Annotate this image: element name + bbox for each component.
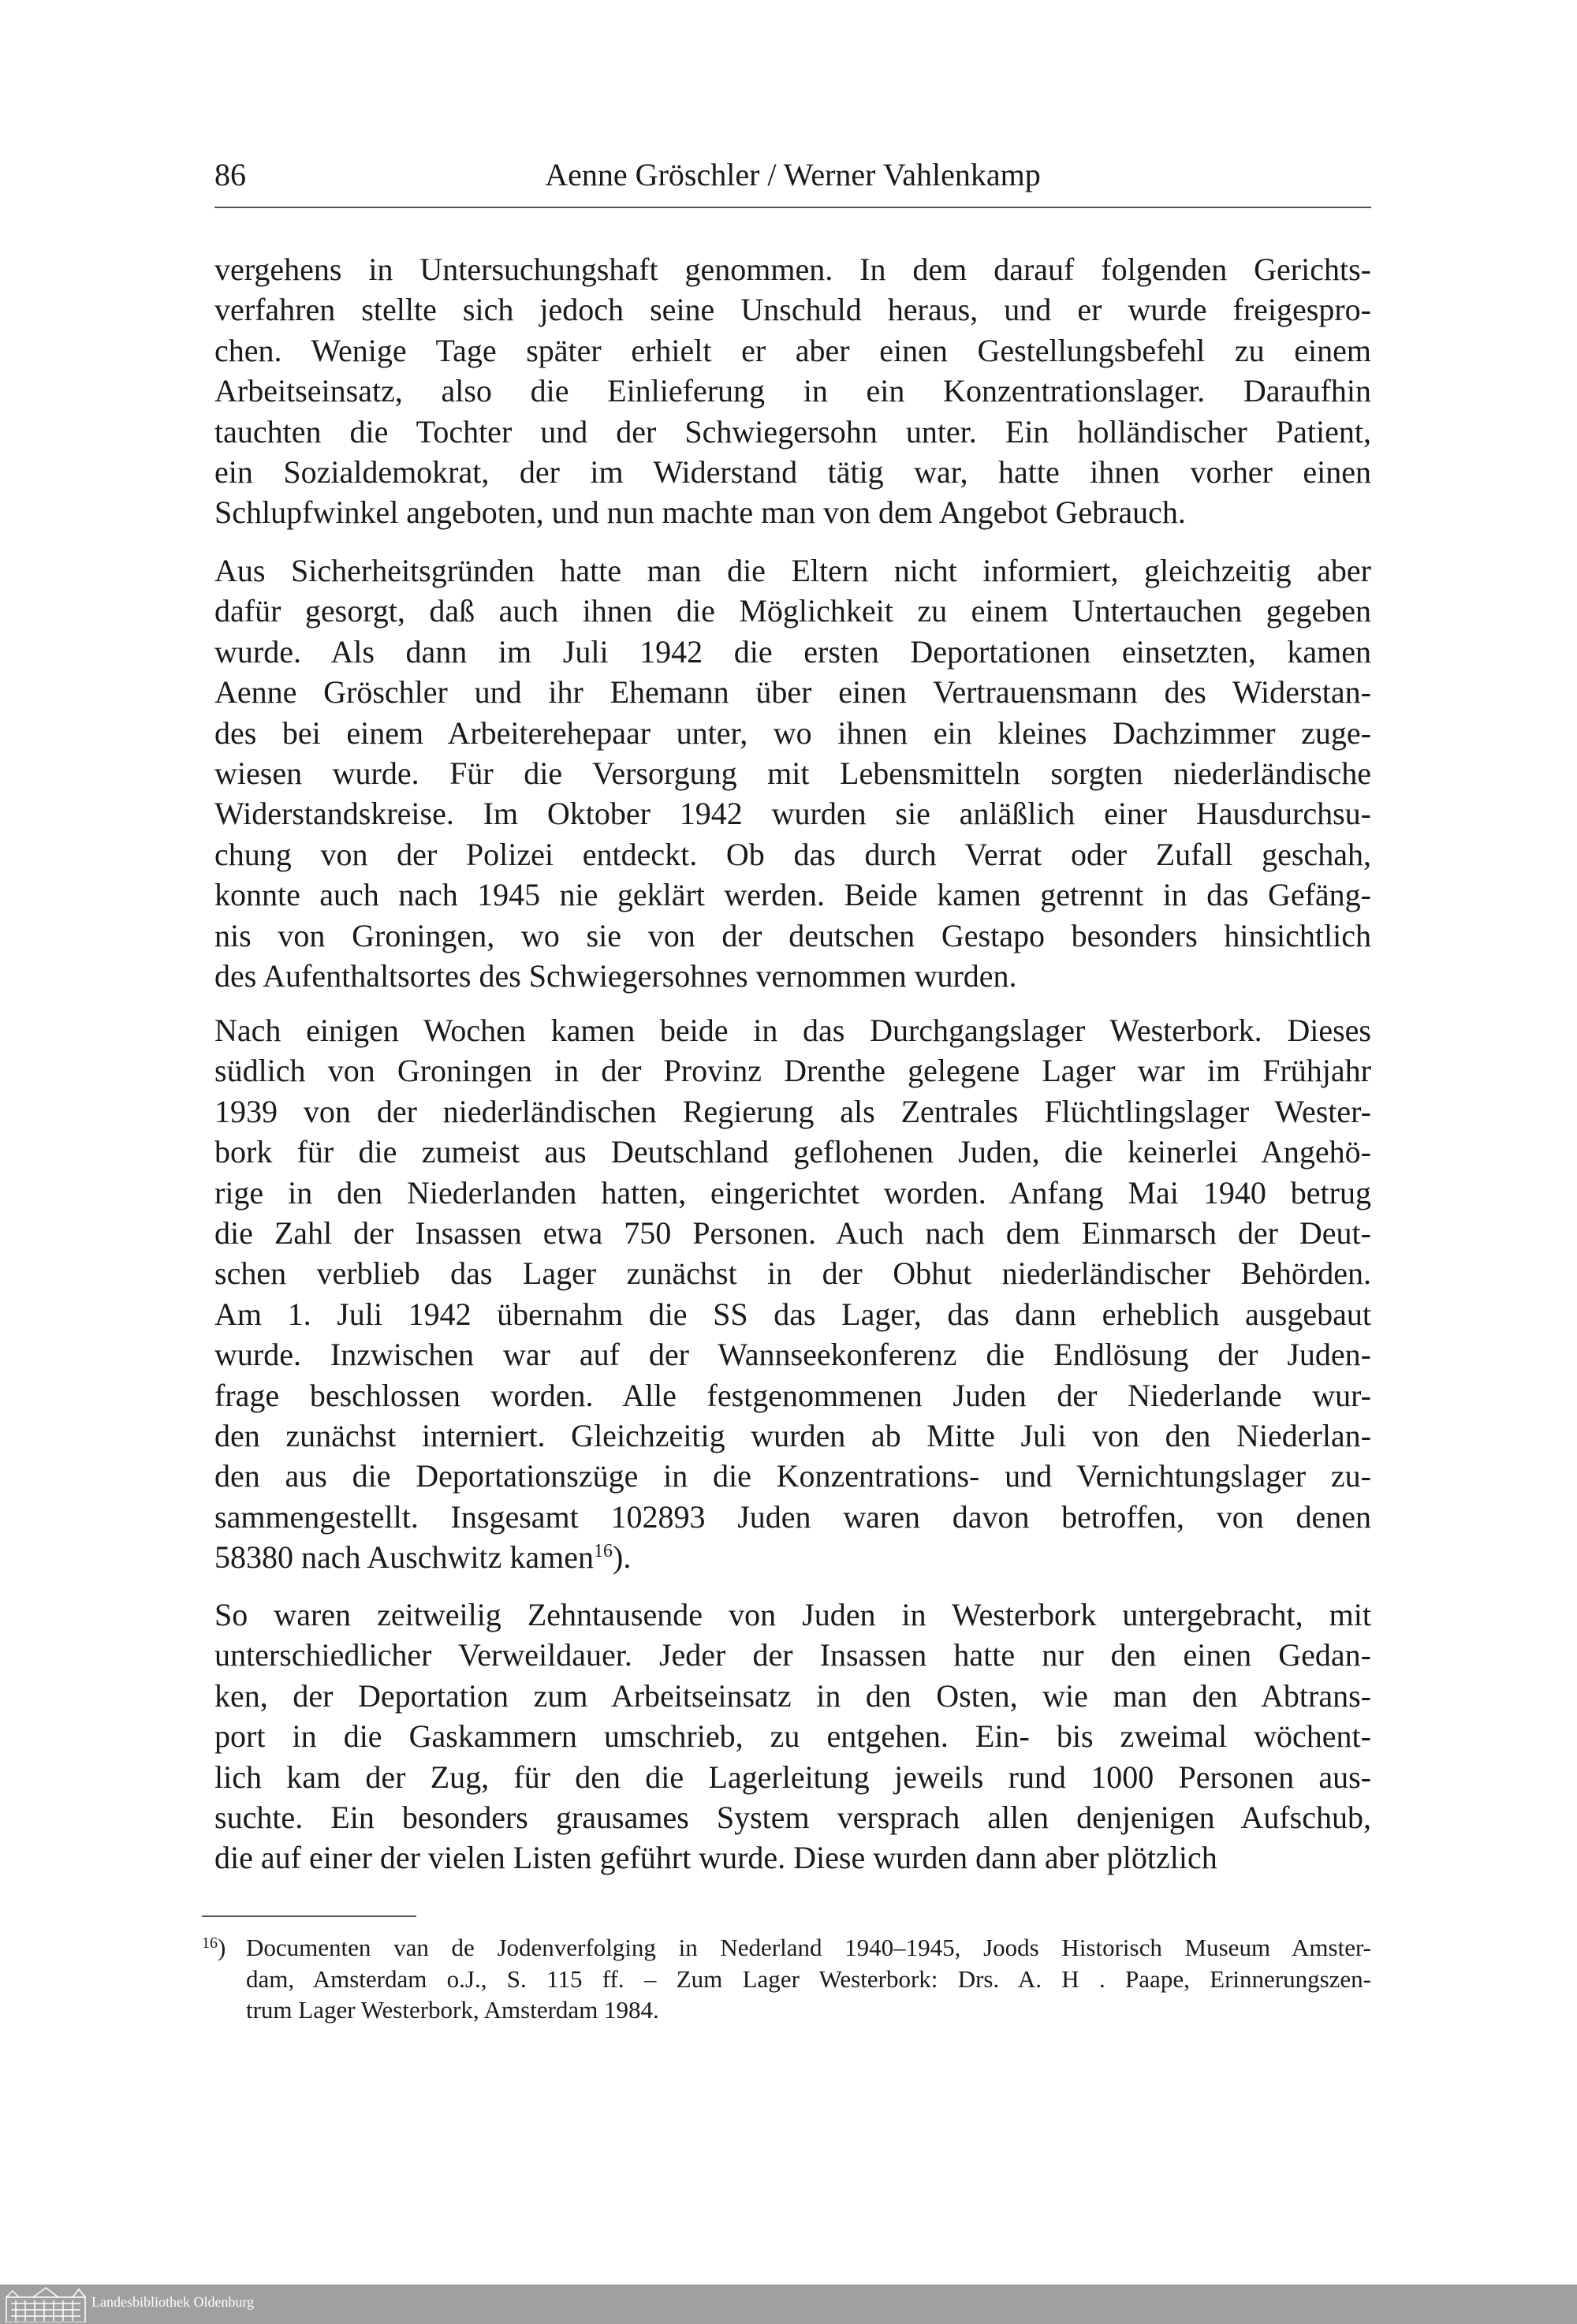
header-rule	[214, 207, 1371, 208]
text-line: südlich von Groningen in der Provinz Drenthe gelegene Lager war im Frühjahr	[214, 1053, 1371, 1089]
text-line: dafür gesorgt, daß auch ihnen die Möglichkeit zu einem Untertauchen gegeben	[214, 593, 1371, 629]
text-line	[214, 1537, 1371, 1577]
footnote-text	[246, 1932, 1371, 2026]
footnote-line: dam, Amsterdam o.J., S. 115 ff. – Zum Lager Westerbork: Drs. A. H . Paape, Erinnerungszen-	[246, 1964, 1371, 1993]
text-line: So waren zeitweilig Zehntausende von Juden in Westerbork untergebracht, mit	[214, 1597, 1371, 1632]
footnote-marker: $^{16}$)	[202, 1934, 226, 1961]
text-line: des bei einem Arbeiterehepaar unter, wo ihnen ein kleines Dachzimmer zuge-	[214, 714, 1371, 751]
footnote-rule	[202, 1916, 416, 1917]
text-line: die auf einer der vielen Listen geführt wurde. Diese wurden dann aber plötzlich	[214, 1840, 1217, 1876]
text-line: Arbeitseinsatz, also die Einlieferung in ein Konzentrationslager. Daraufhin	[214, 373, 1371, 409]
text-line: schen verblieb das Lager zunächst in der Obhut niederländischer Behörden.	[214, 1255, 1371, 1292]
text-line: Schlupfwinkel angeboten, und nun machte man von dem Angebot Gebrauch.	[214, 494, 1186, 531]
text-line: ken, der Deportation zum Arbeitseinsatz in den Osten, wie man den Abtrans-	[214, 1677, 1371, 1714]
text-line: tauchten die Tochter und der Schwiegersohn unter. Ein holländischer Patient,	[214, 413, 1371, 450]
library-footer-bar	[0, 2285, 1577, 2324]
page-number: 86	[214, 157, 246, 192]
text-line: Widerstandskreise. Im Oktober 1942 wurden sie anläßlich einer Hausdurchsu-	[214, 796, 1371, 832]
text-line: lich kam der Zug, für den die Lagerleitung jeweils rund 1000 Personen aus-	[214, 1759, 1371, 1795]
running-title: Aenne Gröschler / Werner Vahlenkamp	[545, 157, 1041, 192]
text-line: ein Sozialdemokrat, der im Widerstand tätig war, hatte ihnen vorher einen	[214, 453, 1371, 490]
text-line: Nach einigen Wochen kamen beide in das Durchgangslager Westerbork. Dieses	[214, 1013, 1371, 1048]
text-line: verfahren stellte sich jedoch seine Unschuld heraus, und er wurde freigespro-	[214, 292, 1371, 328]
text-line: wiesen wurde. Für die Versorgung mit Lebensmitteln sorgten niederländische	[214, 755, 1371, 791]
paragraph	[214, 1595, 1371, 1878]
text-line: die Zahl der Insassen etwa 750 Personen. Auch nach dem Einmarsch der Deut-	[214, 1214, 1371, 1251]
text-line: chen. Wenige Tage später erhielt er aber einen Gestellungsbefehl zu einem	[214, 332, 1371, 368]
library-building-logo	[5, 2286, 87, 2322]
text-line: 1939 von der niederländischen Regierung als Zentrales Flüchtlingslager Wester-	[214, 1093, 1371, 1129]
text-line: des Aufenthaltsortes des Schwiegersohnes vernommen wurden.	[214, 957, 1017, 994]
text-line: wurde. Inzwischen war auf der Wannseekonferenz die Endlösung der Juden-	[214, 1337, 1371, 1373]
text-line: unterschiedlicher Verweildauer. Jeder der Insassen hatte nur den einen Gedan-	[214, 1637, 1371, 1673]
text-line: konnte auch nach 1945 nie geklärt werden. Beide kamen getrennt in das Gefäng-	[214, 877, 1371, 913]
paragraph	[214, 249, 1371, 533]
text-line: bork für die zumeist aus Deutschland geflohenen Juden, die keinerlei Angehö-	[214, 1134, 1371, 1170]
footnote-reference[interactable]: 58380 nach Auschwitz kamen$^{16}$).	[214, 1539, 632, 1576]
paragraph	[214, 1010, 1371, 1577]
text-line: suchte. Ein besonders grausames System versprach allen denjenigen Aufschub,	[214, 1799, 1371, 1835]
text-line: den zunächst interniert. Gleichzeitig wurden ab Mitte Juli von den Niederlan-	[214, 1417, 1371, 1453]
text-line: vergehens in Untersuchungshaft genommen. In dem darauf folgenden Gerichts-	[214, 252, 1371, 287]
text-line: rige in den Niederlanden hatten, eingerichtet worden. Anfang Mai 1940 betrug	[214, 1174, 1371, 1210]
text-line: port in die Gaskammern umschrieb, zu entgehen. Ein- bis zweimal wöchent-	[214, 1718, 1371, 1755]
text-line: wurde. Als dann im Juli 1942 die ersten Deportationen einsetzten, kamen	[214, 633, 1371, 670]
footnote-line: Documenten van de Jodenverfolging in Nederland 1940–1945, Joods Historisch Museum Amster-	[246, 1934, 1371, 1961]
text-line: chung von der Polizei entdeckt. Ob das durch Verrat oder Zufall geschah,	[214, 836, 1371, 872]
paragraph	[214, 550, 1371, 996]
text-line: frage beschlossen worden. Alle festgenommenen Juden der Niederlande wur-	[214, 1377, 1371, 1413]
running-header	[214, 156, 1371, 200]
text-line: sammengestellt. Insgesamt 102893 Juden waren davon betroffen, von denen	[214, 1498, 1371, 1535]
text-line: Aus Sicherheitsgründen hatte man die Eltern nicht informiert, gleichzeitig aber	[214, 553, 1371, 588]
library-name: Landesbibliothek Oldenburg	[91, 2294, 255, 2310]
footnote-line: trum Lager Westerbork, Amsterdam 1984.	[246, 1996, 659, 2024]
text-line: nis von Groningen, wo sie von der deutschen Gestapo besonders hinsichtlich	[214, 917, 1371, 953]
text-line: den aus die Deportationszüge in die Konzentrations- und Vernichtungslager zu-	[214, 1458, 1371, 1494]
text-line: Aenne Gröschler und ihr Ehemann über einen Vertrauensmann des Widerstan-	[214, 674, 1371, 711]
text-line: Am 1. Juli 1942 übernahm die SS das Lager, das dann erheblich ausgebaut	[214, 1296, 1371, 1332]
